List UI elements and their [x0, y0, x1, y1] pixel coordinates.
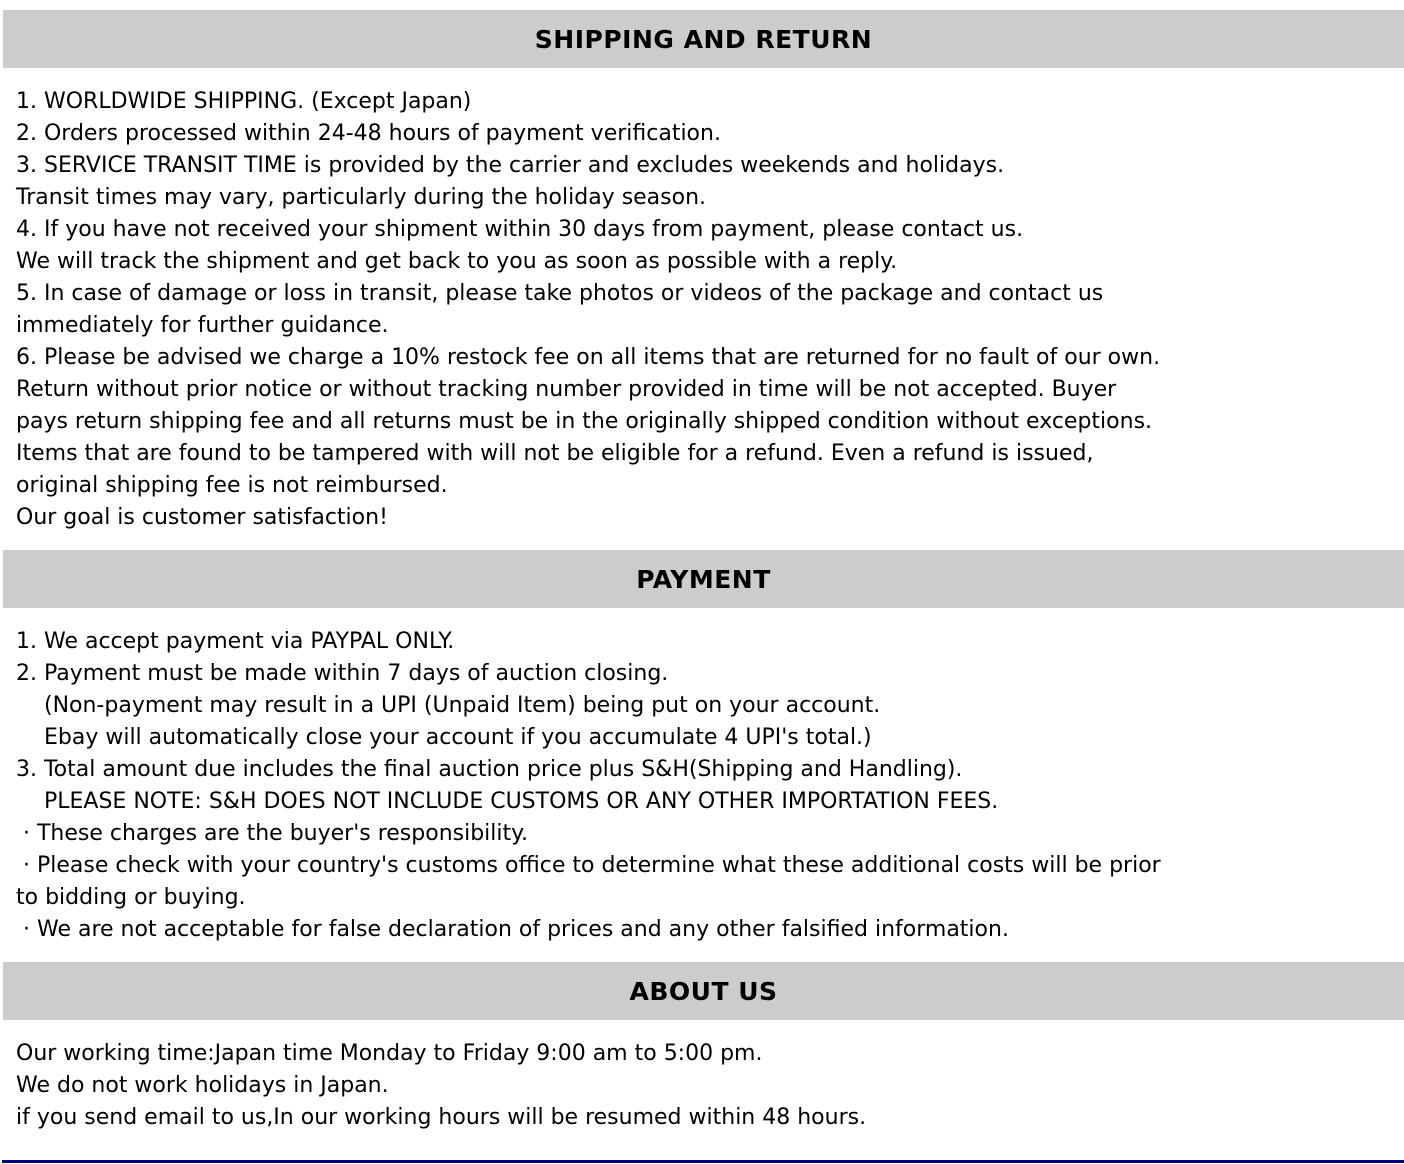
text-line: immediately for further guidance.: [16, 313, 389, 338]
text-line: Return without prior notice or without tracking number provided in time will be not accepted. Buyer: [16, 377, 1117, 402]
text-line: 1. WORLDWIDE SHIPPING. (Except Japan): [16, 89, 472, 114]
text-line: Transit times may vary, particularly during the holiday season.: [16, 185, 707, 210]
section-header-shipping-and-return: [3, 10, 1404, 68]
text-line: · We are not acceptable for false declaration of prices and any other falsified information.: [16, 917, 1009, 942]
text-line: 6. Please be advised we charge a 10% restock fee on all items that are returned for no fault of our own.: [16, 345, 1161, 370]
section-body-about-us: [0, 1020, 1404, 1150]
text-line: PLEASE NOTE: S&H DOES NOT INCLUDE CUSTOMS OR ANY OTHER IMPORTATION FEES.: [16, 789, 999, 814]
text-line: if you send email to us,In our working hours will be resumed within 48 hours.: [16, 1105, 867, 1130]
text-line: 3. SERVICE TRANSIT TIME is provided by the carrier and excludes weekends and holidays.: [16, 153, 1005, 178]
section-header-about-us: [3, 962, 1404, 1020]
text-line: pays return shipping fee and all returns must be in the originally shipped condition without exceptions.: [16, 409, 1153, 434]
text-line: We do not work holidays in Japan.: [16, 1073, 389, 1098]
section-title-about-us: ABOUT US: [629, 976, 778, 1006]
bottom-divider: [2, 1160, 1404, 1163]
section-header-payment: [3, 550, 1404, 608]
text-line: · Please check with your country's customs office to determine what these additional costs will be prior: [16, 853, 1161, 878]
text-line: 4. If you have not received your shipment within 30 days from payment, please contact us.: [16, 217, 1024, 242]
section-title-shipping-and-return: SHIPPING AND RETURN: [534, 24, 873, 54]
text-line: · These charges are the buyer's responsibility.: [16, 821, 529, 846]
text-line: 2. Payment must be made within 7 days of auction closing.: [16, 661, 669, 686]
section-body-payment: [0, 608, 1404, 962]
text-line: to bidding or buying.: [16, 885, 246, 910]
text-line: original shipping fee is not reimbursed.: [16, 473, 448, 498]
text-line: 3. Total amount due includes the final auction price plus S&H(Shipping and Handling).: [16, 757, 963, 782]
section-body-shipping-and-return: [0, 68, 1404, 550]
text-line: 2. Orders processed within 24-48 hours of payment verification.: [16, 121, 721, 146]
text-line: 1. We accept payment via PAYPAL ONLY.: [16, 629, 455, 654]
text-line: 5. In case of damage or loss in transit, please take photos or videos of the package and contact us: [16, 281, 1104, 306]
policy-page: [0, 10, 1404, 1164]
text-line: (Non-payment may result in a UPI (Unpaid Item) being put on your account.: [16, 693, 881, 718]
section-title-payment: PAYMENT: [636, 564, 771, 594]
text-line: Items that are found to be tampered with will not be eligible for a refund. Even a refund is issued,: [16, 441, 1094, 466]
text-line: Our working time:Japan time Monday to Friday 9:00 am to 5:00 pm.: [16, 1041, 763, 1066]
text-line: We will track the shipment and get back to you as soon as possible with a reply.: [16, 249, 898, 274]
text-line: Our goal is customer satisfaction!: [16, 505, 388, 530]
text-line: Ebay will automatically close your account if you accumulate 4 UPI's total.): [16, 725, 872, 750]
